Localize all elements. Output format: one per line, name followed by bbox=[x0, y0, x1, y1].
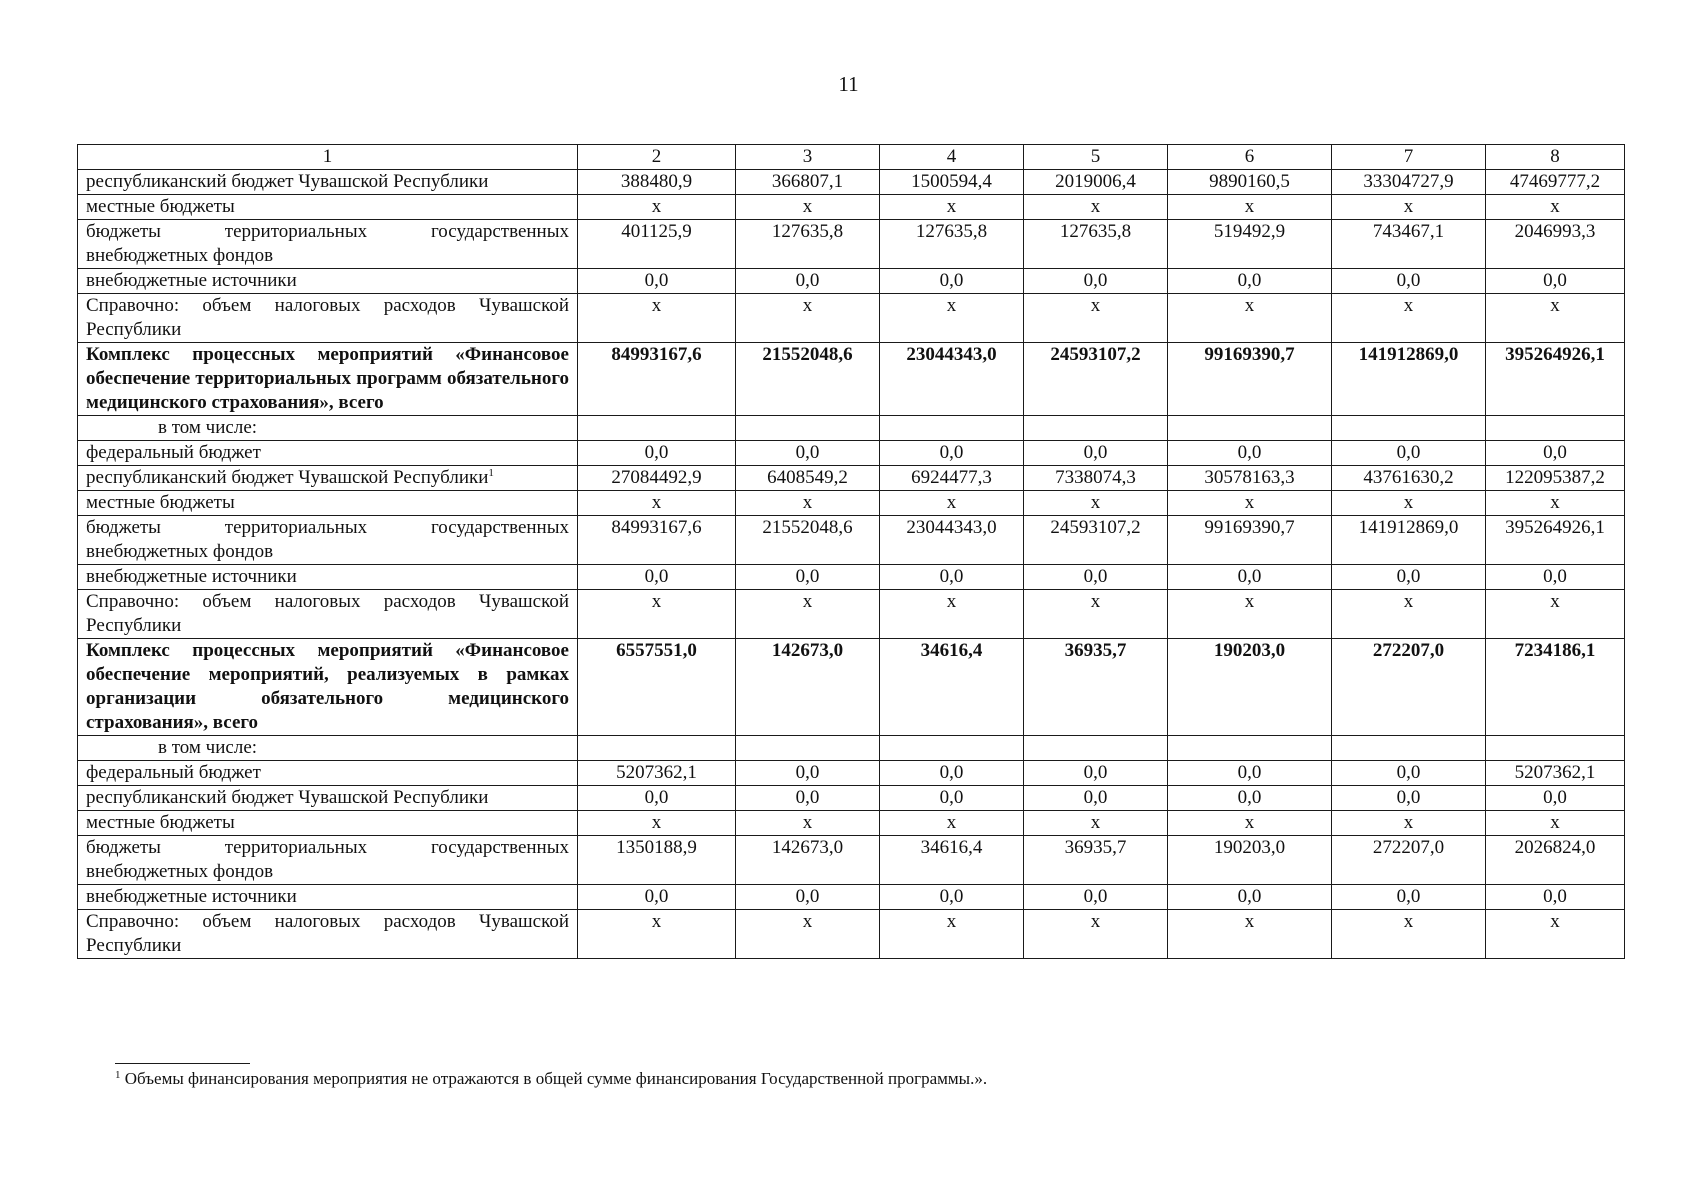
table-row bbox=[78, 491, 1625, 516]
value-cell: 24593107,2 bbox=[1024, 343, 1168, 416]
value-cell bbox=[1168, 416, 1332, 441]
value-cell: 0,0 bbox=[736, 565, 880, 590]
value-cell: 2019006,4 bbox=[1024, 170, 1168, 195]
value-cell: 0,0 bbox=[1024, 885, 1168, 910]
value-cell: x bbox=[1486, 294, 1625, 343]
table-row bbox=[78, 294, 1625, 343]
value-cell: 395264926,1 bbox=[1486, 516, 1625, 565]
value-cell: 0,0 bbox=[736, 441, 880, 466]
value-cell: 0,0 bbox=[578, 441, 736, 466]
value-cell: 388480,9 bbox=[578, 170, 736, 195]
value-cell: x bbox=[736, 811, 880, 836]
value-cell: x bbox=[1024, 910, 1168, 959]
value-cell bbox=[880, 416, 1024, 441]
row-label bbox=[78, 761, 578, 786]
value-cell: 2046993,3 bbox=[1486, 220, 1625, 269]
value-cell: 1500594,4 bbox=[880, 170, 1024, 195]
footnote-mark: 1 bbox=[115, 1069, 121, 1081]
value-cell: x bbox=[880, 910, 1024, 959]
table-row bbox=[78, 466, 1625, 491]
value-cell: 0,0 bbox=[880, 761, 1024, 786]
table-row bbox=[78, 836, 1625, 885]
value-cell: 0,0 bbox=[1168, 441, 1332, 466]
value-cell: x bbox=[1332, 195, 1486, 220]
value-cell: x bbox=[1024, 811, 1168, 836]
row-label bbox=[78, 836, 578, 885]
row-label-text: Комплекс процессных мероприятий «Финансовое обеспечение мероприятий, реализуемых в рамках организации обязательного медицинского страхования», всего bbox=[86, 640, 569, 733]
value-cell: 0,0 bbox=[880, 565, 1024, 590]
row-label-text: внебюджетные источники bbox=[86, 566, 297, 587]
row-label-text: в том числе: bbox=[158, 417, 258, 438]
value-cell bbox=[736, 416, 880, 441]
table-row bbox=[78, 761, 1625, 786]
value-cell: 127635,8 bbox=[736, 220, 880, 269]
header-cell: 3 bbox=[736, 145, 880, 170]
value-cell: 7234186,1 bbox=[1486, 639, 1625, 736]
value-cell: x bbox=[578, 294, 736, 343]
value-cell: x bbox=[578, 590, 736, 639]
value-cell: x bbox=[1168, 910, 1332, 959]
value-cell: 0,0 bbox=[1486, 885, 1625, 910]
value-cell bbox=[736, 736, 880, 761]
row-label-text: Комплекс процессных мероприятий «Финансовое обеспечение территориальных программ обязательного медицинского страхования», всего bbox=[86, 344, 569, 413]
value-cell: 0,0 bbox=[1168, 786, 1332, 811]
value-cell: 0,0 bbox=[736, 885, 880, 910]
value-cell: 34616,4 bbox=[880, 836, 1024, 885]
row-label-text: бюджеты территориальных государственных внебюджетных фондов bbox=[86, 837, 569, 882]
value-cell bbox=[880, 736, 1024, 761]
value-cell: x bbox=[1024, 491, 1168, 516]
value-cell: 122095387,2 bbox=[1486, 466, 1625, 491]
row-label-text: местные бюджеты bbox=[86, 492, 235, 513]
value-cell: 1350188,9 bbox=[578, 836, 736, 885]
table-row bbox=[78, 170, 1625, 195]
row-label bbox=[78, 910, 578, 959]
table-row bbox=[78, 516, 1625, 565]
page-number: 11 bbox=[838, 72, 859, 96]
value-cell: 141912869,0 bbox=[1332, 516, 1486, 565]
value-cell: 0,0 bbox=[1486, 441, 1625, 466]
value-cell bbox=[578, 416, 736, 441]
value-cell bbox=[1168, 736, 1332, 761]
table-row bbox=[78, 220, 1625, 269]
value-cell: x bbox=[1024, 294, 1168, 343]
value-cell: x bbox=[578, 195, 736, 220]
value-cell: x bbox=[1168, 294, 1332, 343]
value-cell: 141912869,0 bbox=[1332, 343, 1486, 416]
value-cell: 5207362,1 bbox=[578, 761, 736, 786]
table-row bbox=[78, 441, 1625, 466]
value-cell: x bbox=[1332, 811, 1486, 836]
value-cell: 0,0 bbox=[880, 269, 1024, 294]
value-cell: x bbox=[1486, 195, 1625, 220]
row-label-text: федеральный бюджет bbox=[86, 442, 261, 463]
footnote-divider bbox=[115, 1063, 250, 1064]
value-cell: 395264926,1 bbox=[1486, 343, 1625, 416]
value-cell: 190203,0 bbox=[1168, 836, 1332, 885]
value-cell: x bbox=[1486, 811, 1625, 836]
row-label-text: республиканский бюджет Чувашской Республики bbox=[86, 467, 489, 488]
row-label bbox=[78, 416, 578, 441]
value-cell: 6557551,0 bbox=[578, 639, 736, 736]
table-row bbox=[78, 343, 1625, 416]
value-cell: 0,0 bbox=[1332, 786, 1486, 811]
value-cell bbox=[1332, 736, 1486, 761]
value-cell: x bbox=[736, 491, 880, 516]
value-cell: 5207362,1 bbox=[1486, 761, 1625, 786]
footnote-ref: 1 bbox=[488, 467, 494, 479]
value-cell: 0,0 bbox=[1486, 565, 1625, 590]
value-cell: 0,0 bbox=[1332, 269, 1486, 294]
value-cell: 0,0 bbox=[1332, 441, 1486, 466]
value-cell: 0,0 bbox=[1168, 269, 1332, 294]
value-cell: 0,0 bbox=[1168, 565, 1332, 590]
row-label-text: Справочно: объем налоговых расходов Чувашской Республики bbox=[86, 295, 569, 340]
value-cell: 84993167,6 bbox=[578, 516, 736, 565]
header-cell: 8 bbox=[1486, 145, 1625, 170]
value-cell: 27084492,9 bbox=[578, 466, 736, 491]
value-cell: 0,0 bbox=[1024, 269, 1168, 294]
table-row bbox=[78, 639, 1625, 736]
financing-table bbox=[77, 144, 1625, 959]
value-cell: x bbox=[1168, 590, 1332, 639]
value-cell: 0,0 bbox=[1024, 441, 1168, 466]
header-cell: 4 bbox=[880, 145, 1024, 170]
value-cell: 142673,0 bbox=[736, 836, 880, 885]
row-label-text: республиканский бюджет Чувашской Республики bbox=[86, 787, 489, 808]
header-cell: 2 bbox=[578, 145, 736, 170]
table-row bbox=[78, 590, 1625, 639]
value-cell: 0,0 bbox=[880, 441, 1024, 466]
value-cell: x bbox=[1332, 590, 1486, 639]
row-label-text: внебюджетные источники bbox=[86, 270, 297, 291]
row-label-text: местные бюджеты bbox=[86, 812, 235, 833]
value-cell: 99169390,7 bbox=[1168, 343, 1332, 416]
value-cell: 6408549,2 bbox=[736, 466, 880, 491]
value-cell bbox=[1486, 736, 1625, 761]
value-cell: 0,0 bbox=[880, 885, 1024, 910]
value-cell: 7338074,3 bbox=[1024, 466, 1168, 491]
value-cell: x bbox=[1024, 195, 1168, 220]
row-label-text: в том числе: bbox=[158, 737, 258, 758]
header-cell: 7 bbox=[1332, 145, 1486, 170]
value-cell: x bbox=[880, 491, 1024, 516]
value-cell: 30578163,3 bbox=[1168, 466, 1332, 491]
table-row bbox=[78, 910, 1625, 959]
row-label bbox=[78, 639, 578, 736]
row-label-text: местные бюджеты bbox=[86, 196, 235, 217]
row-label bbox=[78, 466, 578, 491]
value-cell: x bbox=[1332, 294, 1486, 343]
value-cell: 519492,9 bbox=[1168, 220, 1332, 269]
value-cell: x bbox=[1486, 590, 1625, 639]
value-cell: 47469777,2 bbox=[1486, 170, 1625, 195]
header-cell: 5 bbox=[1024, 145, 1168, 170]
value-cell: 0,0 bbox=[1332, 885, 1486, 910]
value-cell: 272207,0 bbox=[1332, 639, 1486, 736]
value-cell: 401125,9 bbox=[578, 220, 736, 269]
value-cell: 0,0 bbox=[880, 786, 1024, 811]
value-cell: x bbox=[880, 811, 1024, 836]
row-label bbox=[78, 811, 578, 836]
value-cell: x bbox=[880, 590, 1024, 639]
value-cell: 0,0 bbox=[1168, 761, 1332, 786]
row-label bbox=[78, 516, 578, 565]
value-cell: 0,0 bbox=[578, 269, 736, 294]
value-cell: x bbox=[736, 195, 880, 220]
value-cell: x bbox=[1332, 910, 1486, 959]
header-cell: 6 bbox=[1168, 145, 1332, 170]
header-cell: 1 bbox=[78, 145, 578, 170]
value-cell bbox=[1024, 736, 1168, 761]
value-cell: x bbox=[1486, 910, 1625, 959]
value-cell: x bbox=[736, 294, 880, 343]
row-label bbox=[78, 343, 578, 416]
value-cell: 36935,7 bbox=[1024, 836, 1168, 885]
row-label bbox=[78, 590, 578, 639]
value-cell: 43761630,2 bbox=[1332, 466, 1486, 491]
value-cell: 0,0 bbox=[1024, 786, 1168, 811]
value-cell: 24593107,2 bbox=[1024, 516, 1168, 565]
footnote-text: Объемы финансирования мероприятия не отражаются в общей сумме финансирования Государственной программы.». bbox=[120, 1069, 988, 1088]
value-cell: 142673,0 bbox=[736, 639, 880, 736]
row-label bbox=[78, 491, 578, 516]
table-row bbox=[78, 269, 1625, 294]
value-cell: x bbox=[880, 294, 1024, 343]
row-label-text: Справочно: объем налоговых расходов Чувашской Республики bbox=[86, 911, 569, 956]
table-row bbox=[78, 565, 1625, 590]
row-label bbox=[78, 269, 578, 294]
value-cell: 6924477,3 bbox=[880, 466, 1024, 491]
value-cell: 34616,4 bbox=[880, 639, 1024, 736]
row-label bbox=[78, 736, 578, 761]
value-cell bbox=[1024, 416, 1168, 441]
value-cell: x bbox=[1486, 491, 1625, 516]
value-cell: 0,0 bbox=[1332, 761, 1486, 786]
table-row bbox=[78, 786, 1625, 811]
value-cell: 0,0 bbox=[1024, 565, 1168, 590]
value-cell: 0,0 bbox=[1332, 565, 1486, 590]
value-cell: x bbox=[578, 910, 736, 959]
value-cell: x bbox=[1168, 811, 1332, 836]
value-cell: 0,0 bbox=[578, 786, 736, 811]
table-row bbox=[78, 195, 1625, 220]
value-cell: 0,0 bbox=[1486, 269, 1625, 294]
value-cell: 21552048,6 bbox=[736, 516, 880, 565]
value-cell: 9890160,5 bbox=[1168, 170, 1332, 195]
value-cell: x bbox=[736, 910, 880, 959]
row-label bbox=[78, 885, 578, 910]
value-cell: 36935,7 bbox=[1024, 639, 1168, 736]
value-cell: 190203,0 bbox=[1168, 639, 1332, 736]
value-cell: x bbox=[1332, 491, 1486, 516]
value-cell: x bbox=[736, 590, 880, 639]
value-cell: 0,0 bbox=[736, 269, 880, 294]
row-label-text: федеральный бюджет bbox=[86, 762, 261, 783]
value-cell: 99169390,7 bbox=[1168, 516, 1332, 565]
value-cell: 0,0 bbox=[1024, 761, 1168, 786]
row-label bbox=[78, 220, 578, 269]
value-cell: 0,0 bbox=[736, 761, 880, 786]
table-row bbox=[78, 416, 1625, 441]
table-row bbox=[78, 811, 1625, 836]
header-row bbox=[78, 145, 1625, 170]
value-cell: 0,0 bbox=[1168, 885, 1332, 910]
row-label bbox=[78, 565, 578, 590]
row-label-text: бюджеты территориальных государственных внебюджетных фондов bbox=[86, 221, 569, 266]
value-cell: 0,0 bbox=[1486, 786, 1625, 811]
value-cell: x bbox=[1024, 590, 1168, 639]
footnote bbox=[115, 1068, 987, 1090]
value-cell: 127635,8 bbox=[880, 220, 1024, 269]
value-cell: 0,0 bbox=[578, 885, 736, 910]
value-cell bbox=[1486, 416, 1625, 441]
value-cell bbox=[1332, 416, 1486, 441]
row-label bbox=[78, 786, 578, 811]
value-cell: 743467,1 bbox=[1332, 220, 1486, 269]
row-label bbox=[78, 170, 578, 195]
value-cell: x bbox=[578, 811, 736, 836]
row-label bbox=[78, 441, 578, 466]
value-cell: 2026824,0 bbox=[1486, 836, 1625, 885]
value-cell bbox=[578, 736, 736, 761]
row-label-text: внебюджетные источники bbox=[86, 886, 297, 907]
value-cell: 127635,8 bbox=[1024, 220, 1168, 269]
row-label-text: Справочно: объем налоговых расходов Чувашской Республики bbox=[86, 591, 569, 636]
value-cell: 21552048,6 bbox=[736, 343, 880, 416]
value-cell: 272207,0 bbox=[1332, 836, 1486, 885]
row-label bbox=[78, 294, 578, 343]
row-label-text: республиканский бюджет Чувашской Республики bbox=[86, 171, 489, 192]
table-row bbox=[78, 885, 1625, 910]
value-cell: 84993167,6 bbox=[578, 343, 736, 416]
value-cell: 33304727,9 bbox=[1332, 170, 1486, 195]
value-cell: 23044343,0 bbox=[880, 343, 1024, 416]
value-cell: 0,0 bbox=[736, 786, 880, 811]
table-row bbox=[78, 736, 1625, 761]
value-cell: 0,0 bbox=[578, 565, 736, 590]
value-cell: x bbox=[1168, 491, 1332, 516]
row-label-text: бюджеты территориальных государственных внебюджетных фондов bbox=[86, 517, 569, 562]
value-cell: x bbox=[1168, 195, 1332, 220]
value-cell: 366807,1 bbox=[736, 170, 880, 195]
value-cell: 23044343,0 bbox=[880, 516, 1024, 565]
value-cell: x bbox=[578, 491, 736, 516]
row-label bbox=[78, 195, 578, 220]
value-cell: x bbox=[880, 195, 1024, 220]
